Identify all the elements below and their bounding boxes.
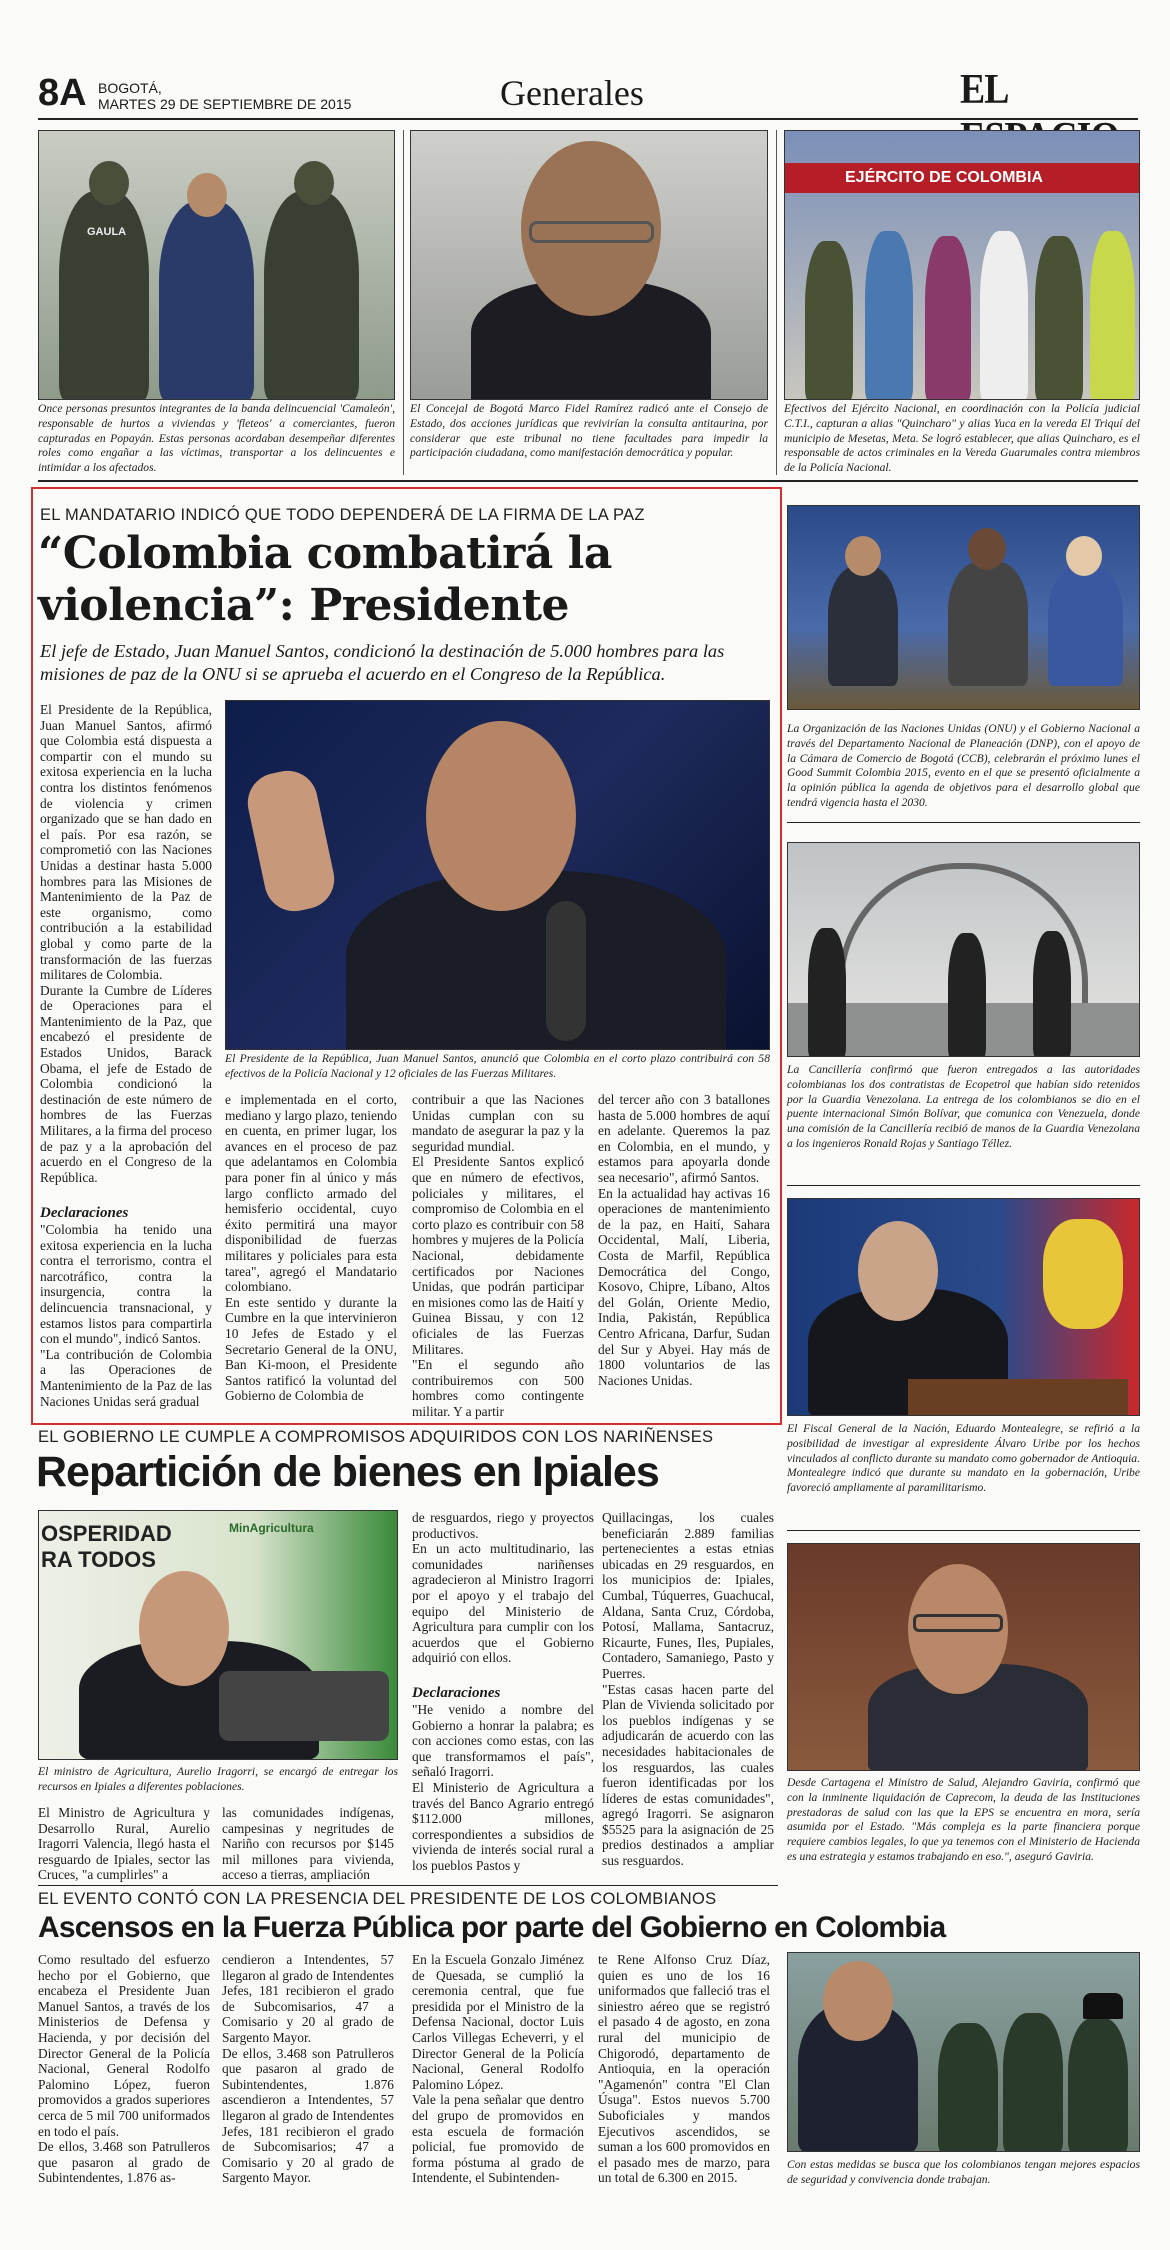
right-caption-4: Desde Cartagena el Ministro de Salud, Alejandro Gaviria, confirmó que con la inminente liquidación de Caprecom, la deuda de las Instituciones prestadoras de salud con las que la EPS se encuentra en mora, sería asumida por el Estado. "Más compleja es la parte financiera porque requiere cambios legales, lo que ya tenemos con el Ministerio de Hacienda es una estrategia y estamos trabajando en eso.", aseguró Gaviria. <box>787 1776 1140 1863</box>
declaraciones-heading: Declaraciones <box>40 1205 129 1221</box>
third-headline: Ascensos en la Fuerza Pública por parte del Gobierno en Colombia <box>38 1911 946 1944</box>
third-col-2: cendieron a Intendentes, 57 llegaron al grado de Intendentes Jefes, 181 recibieron el grado de Subcomisarios, 47 a Comisario y 20 al grado de Sargento Mayor. De ellos, 3.468 son Patrulleros que pasaron al grado de Subintendentes, 1.876 ascendieron a Intendentes, 57 llegaron al grado de Intendentes Jefes, 181 recibieron el grado de Subcomisarios; 47 a Comisario y 20 al grado de Sargento Mayor. <box>222 1952 394 2186</box>
right-photo-2 <box>787 842 1140 1057</box>
main-headline: “Colombia combatirá la violencia”: Presidente <box>38 528 612 631</box>
third-col-4: te Rene Alfonso Cruz Díaz, quien es uno de los 16 uniformados que falleció tras el siniestro aéreo que se registró el pasado 4 de agosto, en zona rural del municipio de Chigorodó, departamento de Antioquia, en la operación "Agamenón" contra "El Clan Úsuga". Estos nuevos 5.700 Suboficiales y mandos Ejecutivos ascendidos, se suman a los 600 promovidos en el pasado mes de marzo, para un total de 6.300 en 2015. <box>598 1952 774 2186</box>
gaula-label: GAULA <box>87 226 127 238</box>
third-col-1: Como resultado del esfuerzo hecho por el Gobierno, que encabeza el Presidente Juan Manuel Santos, a través de los Ministerios de Defensa y Hacienda, y por decisión del Director General de la Policía Nacional, General Rodolfo Palomino López, fueron promovidos a grados superiores cerca de 5 mil 700 uniformados en todo el país. De ellos, 3.468 son Patrulleros que pasaron al grado de Subintendentes, 1.876 as- <box>38 1952 210 2186</box>
date-label: MARTES 29 DE SEPTIEMBRE DE 2015 <box>98 96 352 112</box>
second-col-4: Quillacingas, los cuales beneficiarán 2.889 familias pertenecientes a estas etnias ubicadas en 29 resguardos, en los municipios de: Ipiales, Cumbal, Túquerres, Guachucal, Aldana, Santa Cruz, Córdoba, Potosí, Mallama, Santacruz, Ricaurte, Funes, Iles, Pupiales, Contadero, Samaniego, Pasto y Puerres. "Estas casas hacen parte del Plan de Vivienda solicitado por los pueblos indígenas y se adjudicarán de acuerdo con las necesidades habitacionales de los resguardos, las cuales fueron identificadas por los líderes de estas comunidades", agregó Iragorri. Se asignaron $5525 para la asignación de 25 predios destinados a ampliar sus resguardos. <box>602 1510 774 1869</box>
right-photo-3 <box>787 1198 1140 1416</box>
main-kicker: EL MANDATARIO INDICÓ QUE TODO DEPENDERÁ DE LA FIRMA DE LA PAZ <box>40 506 645 524</box>
main-deck: El jefe de Estado, Juan Manuel Santos, condicionó la destinación de 5.000 hombres para las misiones de paz de la ONU si se aprueba el acuerdo en el Congreso de la República. <box>40 641 725 684</box>
top-caption-3: Efectivos del Ejército Nacional, en coordinación con la Policía judicial C.T.I., capturan a alias "Quincharo" y alias Yuca en la vereda El Triquí del municipio de Mesetas, Meta. Se logró establecer, que alias Quincharo, es el responsable de actos criminales en la Vereda Guarumales contra miembros de la Policía Nacional. <box>784 402 1140 475</box>
main-col-1: El Presidente de la República, Juan Manuel Santos, afirmó que Colombia está dispuesta a compartir con el mundo su exitosa experiencia en la lucha contra los distintos fenómenos de violencia y crimen organizado que se han dado en el país. Por esa razón, se comprometió con las Naciones Unidas a destinar hasta 5.000 hombres para las Misiones de Mantenimiento de la Paz de este organismo, como contribución a la estabilidad global y como parte de la transformación de las fuerzas militares de Colombia. Durante la Cumbre de Líderes de Operaciones para el Mantenimiento de la Paz, que encabezó el presidente de Estados Unidos, Barack Obama, el jefe de Estado de Colombia condicionó la destinación de este número de hombres de las Fuerzas Militares, a la firma del proceso de paz y a la aprobación del acuerdo en el Congreso de la República. <box>40 702 212 1185</box>
main-col-3: contribuir a que las Naciones Unidas cumplan con su mandato de asegurar la paz y la seguridad mundial. El Presidente Santos explicó que en número de efectivos, policiales y militares, el compromiso de Colombia en el corto plazo es contribuir con 58 hombres y mujeres de la Policía Nacional, debidamente certificados por Naciones Unidas, que podrán participar en misiones como las de Haití y Guinea Bissau, y con 12 oficiales de las Fuerzas Militares. "En el segundo año contribuiremos con 500 hombres como contingente militar. Y a partir <box>412 1092 584 1419</box>
main-col-1b-wrap <box>40 1205 212 1409</box>
photo-sign-1: OSPERIDAD <box>41 1521 172 1546</box>
main-col-2: e implementada en el corto, mediano y largo plazo, teniendo en cuenta, en primer lugar, los avances en el proceso de paz que adelantamos en Colombia para poner fin al único y más largo conflicto armado del hemisferio occidental, cuyo éxito permitirá una mayor disponibilidad de fuerzas militares y policiales para esta tarea", agregó el Mandatario colombiano. En este sentido y durante la Cumbre en la que intervinieron 10 Jefes de Estado y el Secretario General de la ONU, Ban Ki-moon, el Presidente Santos ratificó la voluntad del Gobierno de Colombia de <box>225 1092 397 1404</box>
police-caption: Con estas medidas se busca que los colombianos tengan mejores espacios de seguridad y convivencia donde trabajan. <box>787 2158 1140 2186</box>
top-caption-1: Once personas presuntos integrantes de la banda delincuencial 'Camaleón', responsable de hurtos a viviendas y 'fleteos' a comerciantes, fueron capturadas en Popayán. Estas personas acordaban desempeñar diferentes roles como engañar a las víctimas, transportar a los delincuentes e intimidar a los afectados. <box>38 402 395 475</box>
right-photo-4 <box>787 1543 1140 1771</box>
top-photo-1 <box>38 130 395 400</box>
police-photo <box>787 1952 1140 2152</box>
top-photo-3 <box>784 130 1140 400</box>
top-photo-2 <box>410 130 768 400</box>
third-kicker: EL EVENTO CONTÓ CON LA PRESENCIA DEL PRESIDENTE DE LOS COLOMBIANOS <box>38 1890 717 1908</box>
section-title: Generales <box>500 73 644 113</box>
main-col-4: del tercer año con 3 batallones hasta de 5.000 hombres de aquí en adelante. Queremos la paz en Colombia, en el mundo, y estamos para apoyarla donde sea necesario", afirmó Santos. En la actualidad hay activas 16 operaciones de mantenimiento de la paz, en Haití, Sahara Occidental, Malí, Liberia, Costa de Marfil, República Democrática del Congo, Kosovo, Chipre, Líbano, Altos del Golán, Oriente Medio, India, Pakistán, República Centro Africana, Darfur, Sudan del Sur y Abyei. Hay más de 1800 voluntarios de las Naciones Unidas. <box>598 1092 770 1388</box>
right-caption-2: La Cancillería confirmó que fueron entregados a las autoridades colombianas los dos contratistas de Ecopetrol que habían sido retenidos por la Guardia Venezolana. La entrega de los colombianos se dio en el puente internacional Simón Bolívar, que comunica con Venezuela, donde una comisión de la Cancillería recibió de manos de la Guardia Venezolana a los ingenieros Ronald Rojas y Santiago Téllez. <box>787 1063 1140 1150</box>
third-col-3: En la Escuela Gonzalo Jiménez de Quesada, se cumplió la ceremonia central, que fue presidida por el Ministro de la Defensa Nacional, doctor Luis Carlos Villegas Echeverri, y el Director General de la Policía Nacional, General Rodolfo Palomino López. Vale la pena señalar que dentro del grupo de promovidos en esta escuela de formación policial, fue promovido de forma póstuma al grado de Intendente, el Subintenden- <box>412 1952 584 2186</box>
second-kicker: EL GOBIERNO LE CUMPLE A COMPROMISOS ADQUIRIDOS CON LOS NARIÑENSES <box>38 1428 714 1446</box>
main-col-1b: "Colombia ha tenido una exitosa experiencia en la lucha contra el terrorismo, contra el narcotráfico, contra la insurgencia, contra la delincuencia transnacional, y estamos listos para compartirla con el mundo", indicó Santos. "La contribución de Colombia a las Operaciones de Mantenimiento de la Paz de las Naciones Unidas será gradual <box>40 1222 212 1409</box>
iragorri-photo <box>38 1510 398 1760</box>
second-col-2: las comunidades indígenas, campesinas y negritudes de Nariño con recursos por $145 mil millones para vivienda, acceso a tierras, ampliación <box>222 1805 398 1883</box>
ejercito-label: EJÉRCITO DE COLOMBIA <box>845 169 1043 186</box>
second-col-3b: "He venido a nombre del Gobierno a honrar la palabra; es con acciones como estas, con las que transformamos el país", señaló Iragorri. El Ministerio de Agricultura a través del Banco Agrario entregó $112.000 millones, correspondientes a subsidios de vivienda de interés social rural a los pueblos Pastos y <box>412 1702 594 1873</box>
photo-sign-2: RA TODOS <box>41 1547 156 1572</box>
second-col-1: El Ministro de Agricultura y Desarrollo Rural, Aurelio Iragorri Valencia, llegó hasta el resguardo de Ipiales, sector las Cruces, "a cumplirles" a <box>38 1805 214 1883</box>
right-caption-3: El Fiscal General de la Nación, Eduardo Montealegre, se refirió a la posibilidad de investigar al expresidente Álvaro Uribe por los hechos vinculados al conflicto durante su mandato como gobernador de Antioquia. Montealegre indicó que durante su mandato en la gobernación, Uribe favoreció ampliamente al paramilitarismo. <box>787 1422 1140 1495</box>
city-label: BOGOTÁ, <box>98 80 162 96</box>
santos-caption: El Presidente de la República, Juan Manuel Santos, anunció que Colombia en el corto plazo contribuirá con 58 efectivos de la Policía Nacional y 12 oficiales de las Fuerzas Militares. <box>225 1052 770 1080</box>
right-caption-1: La Organización de las Naciones Unidas (ONU) y el Gobierno Nacional a través del Departamento Nacional de Planeación (DNP), con el apoyo de la Cámara de Comercio de Bogotá (CCB), celebrarán el próximo lunes el Good Summit Colombia 2015, evento en el que se presentó oficialmente a la opinión pública la agenda de objetivos para el desarrollo global que tendrá vigencia hasta el 2030. <box>787 722 1140 809</box>
second-col-3b-wrap <box>412 1685 594 1874</box>
top-caption-2: El Concejal de Bogotá Marco Fidel Ramírez radicó ante el Consejo de Estado, dos acciones jurídicas que revivirían la consulta antitaurina, por considerar que este tribunal no tiene facultades para impedir la participación ciudadana, como manifestación democrática y popular. <box>410 402 768 460</box>
photo-sign-3: MinAgricultura <box>229 1521 314 1535</box>
santos-photo <box>225 700 770 1050</box>
second-declaraciones-heading: Declaraciones <box>412 1685 501 1701</box>
right-photo-1 <box>787 505 1140 710</box>
header-rule <box>38 118 1138 120</box>
second-col-3: de resguardos, riego y proyectos productivos. En un acto multitudinario, las comunidades nariñenses agradecieron al Ministro Iragorri por el apoyo y el trabajo del equipo del Ministerio de Agricultura para cumplir con los acuerdos que el Gobierno adquirió con ellos. <box>412 1510 594 1666</box>
second-headline: Repartición de bienes en Ipiales <box>36 1448 659 1496</box>
iragorri-caption: El ministro de Agricultura, Aurelio Iragorri, se encargó de entregar los recursos en Ipiales a diferentes poblaciones. <box>38 1765 398 1793</box>
masthead: EL <box>960 67 1007 113</box>
page-number: 8A <box>38 72 87 114</box>
